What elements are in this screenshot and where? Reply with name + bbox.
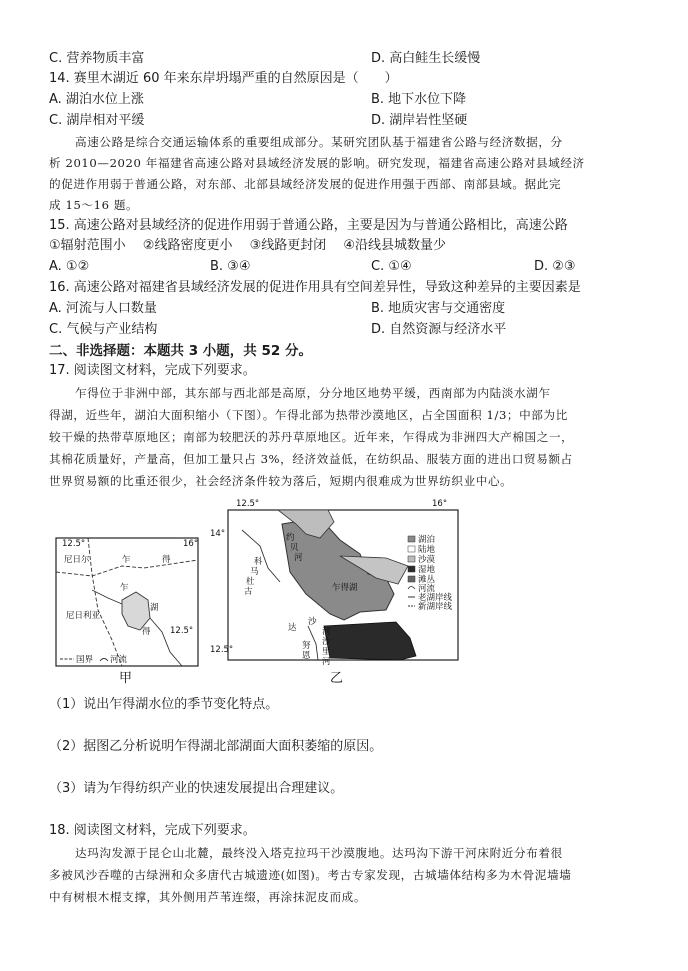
map-yi-legend-reed-swatch — [408, 576, 415, 582]
highway-material-line-3: 的促进作用弱于普通公路，对东部、北部县域经济发展的促进作用强于西部、南部县域。据此完 — [49, 177, 562, 191]
q15-option-d: D. ②③ — [534, 259, 576, 274]
map-yi-legend-marsh-swatch — [408, 566, 415, 572]
q17-para-line-2: 得湖，近些年，湖泊大面积缩小（下图）。乍得北部为热带沙漠地区，占全国面积 1/3；中部为比 — [49, 408, 568, 422]
map-yi-legend-lake: 湖泊 — [418, 535, 436, 545]
map-jia-lon-left: 12.5° — [62, 539, 86, 549]
highway-material-line-4: 成 15～16 题。 — [49, 198, 139, 212]
map-yi-city-2: 沙 — [308, 617, 317, 627]
map-jia-caption: 甲 — [119, 671, 133, 686]
q13-option-d: D. 高白鲑生长缓慢 — [371, 51, 481, 66]
map-jia-chad-2: 得 — [162, 555, 171, 565]
map-yi-legend-river: 河流 — [418, 584, 436, 594]
map-jia-legend-border: 国界 — [76, 655, 94, 665]
map-yi-legend-dune-swatch — [408, 556, 415, 562]
map-yi-legend-lake-swatch — [408, 536, 415, 542]
map-yi-lon-right: 16° — [432, 499, 448, 509]
q16-option-c: C. 气候与产业结构 — [49, 322, 158, 337]
map-yi-city-3: 河 — [322, 627, 331, 637]
q15-option-b: B. ③④ — [210, 259, 251, 274]
map-yi-caption: 乙 — [330, 671, 344, 686]
map-yi-komadugu-2: 马 — [250, 567, 259, 577]
q17-para-line-3: 较干燥的热带草原地区；南部为较肥沃的苏丹草原地区。近年来，乍得成为非洲四大产棉国之一， — [49, 430, 574, 444]
map-yi-river-yobe-2: 贝 — [290, 543, 299, 553]
q14-option-d: D. 湖岸岩性坚硬 — [371, 113, 468, 128]
q15-items: ①辐射范围小 ②线路密度更小 ③线路更封闭 ④沿线县城数量少 — [49, 238, 447, 253]
map-jia-lake-hu: 湖 — [150, 603, 159, 613]
q18-stem: 18. 阅读图文材料，完成下列要求。 — [49, 823, 256, 838]
map-yi-lon-left: 12.5° — [236, 499, 260, 509]
map-jia-lat: 12.5° — [170, 626, 194, 636]
map-yi-legend-land-swatch — [408, 546, 415, 552]
map-yi-lat-top: 14° — [210, 529, 226, 539]
section-heading: 二、非选择题：本题共 3 小题，共 52 分。 — [49, 343, 312, 359]
map-yi-city-n-2: 恩 — [302, 651, 311, 661]
q17-stem: 17. 阅读图文材料，完成下列要求。 — [49, 363, 256, 378]
map-yi-city-1: 达 — [288, 623, 297, 633]
map-yi-komadugu-3: 杜 — [246, 577, 255, 587]
map-yi-legend-marsh: 湿地 — [418, 565, 436, 575]
map-yi-lat-bottom: 12.5° — [210, 645, 234, 655]
map-yi-shari-1: 沙 — [322, 637, 331, 647]
q18-para-line-3: 中有树根木棍支撑，其外侧用芦苇连缀，再涂抹泥皮而成。 — [49, 890, 367, 904]
map-jia-nigeria: 尼日利亚 — [66, 611, 101, 621]
q17-sub-2: （2）据图乙分析说明乍得湖北部湖面大面积萎缩的原因。 — [49, 739, 383, 754]
map-yi-legend-dune: 沙漠 — [418, 555, 436, 565]
map-yi-legend-land: 陆地 — [418, 545, 436, 555]
map-jia-lake-cha: 乍 — [120, 583, 129, 593]
q17-sub-3: （3）请为乍得纺织产业的快速发展提出合理建议。 — [49, 781, 344, 796]
map-yi-legend-reed: 滩丛 — [418, 575, 436, 585]
q17-para-line-1: 乍得位于非洲中部，其东部与西北部是高原，分分地区地势平缓，西南部为内陆淡水湖乍 — [75, 386, 551, 400]
map-yi-lake-name: 乍得湖 — [332, 583, 358, 593]
q14-option-c: C. 湖岸相对平缓 — [49, 113, 145, 128]
map-yi-river-yobe-3: 河 — [294, 553, 303, 563]
map-yi-shari-2: 里 — [322, 647, 331, 657]
map-jia-legend-river: 河流 — [110, 655, 128, 665]
map-yi-legend-old: 老湖岸线 — [418, 593, 453, 603]
q15-option-c: C. ①④ — [371, 259, 412, 274]
q18-para-line-2: 多被风沙吞噬的古绿洲和众多唐代古城遗迹(如图)。考古专家发现，古城墙体结构多为木骨泥墙墙 — [49, 868, 572, 882]
q14-stem: 14. 赛里木湖近 60 年来东岸坍塌严重的自然原因是（ ） — [49, 71, 398, 86]
q16-stem: 16. 高速公路对福建省县域经济发展的促进作用具有空间差异性，导致这种差异的主要因素是 — [49, 280, 581, 295]
map-jia — [52, 530, 204, 690]
q14-option-b: B. 地下水位下降 — [371, 92, 467, 107]
map-jia-lon-right: 16° — [183, 539, 199, 549]
map-yi-city-n-1: 努 — [302, 641, 311, 651]
q18-para-line-1: 达玛沟发源于昆仑山北麓，最终没入塔克拉玛干沙漠腹地。达玛沟下游干河床附近分布着很 — [75, 846, 563, 860]
highway-material-line-2: 析 2010—2020 年福建省高速公路对县域经济发展的影响。研究发现，福建省高速公路对县域经济 — [49, 156, 585, 170]
highway-material-line-1: 高速公路是综合交通运输体系的重要组成部分。某研究团队基于福建省公路与经济数据，分 — [75, 135, 563, 149]
q15-option-a: A. ①② — [49, 259, 90, 274]
q16-option-d: D. 自然资源与经济水平 — [371, 322, 507, 337]
map-jia-lake-de: 得 — [142, 627, 151, 637]
map-yi-legend-new: 新湖岸线 — [418, 602, 453, 612]
map-jia-niger: 尼日尔 — [64, 555, 90, 565]
map-yi — [210, 494, 472, 694]
q16-option-b: B. 地质灾害与交通密度 — [371, 301, 506, 316]
map-yi-komadugu-4: 古 — [244, 587, 253, 597]
q17-para-line-4: 其棉花质量好，产量高，但加工量只占 3%，经济效益低，在纺织品、服装方面的进出口贸易额占 — [49, 452, 573, 466]
q13-option-c: C. 营养物质丰富 — [49, 51, 145, 66]
q16-option-a: A. 河流与人口数量 — [49, 301, 157, 316]
map-jia-chad-1: 乍 — [122, 555, 131, 565]
q15-stem: 15. 高速公路对县域经济的促进作用弱于普通公路，主要是因为与普通公路相比，高速公路 — [49, 218, 568, 233]
map-yi-shari-3: 河 — [322, 657, 331, 667]
q17-para-line-5: 世界贸易额的比重还很少，社会经济条件较为落后，短期内很难成为世界纺织业中心。 — [49, 474, 513, 488]
q14-option-a: A. 湖泊水位上涨 — [49, 92, 144, 107]
map-yi-river-yobe-1: 约 — [286, 533, 295, 543]
map-yi-komadugu-1: 科 — [254, 557, 263, 567]
q17-sub-1: （1）说出乍得湖水位的季节变化特点。 — [49, 697, 279, 712]
